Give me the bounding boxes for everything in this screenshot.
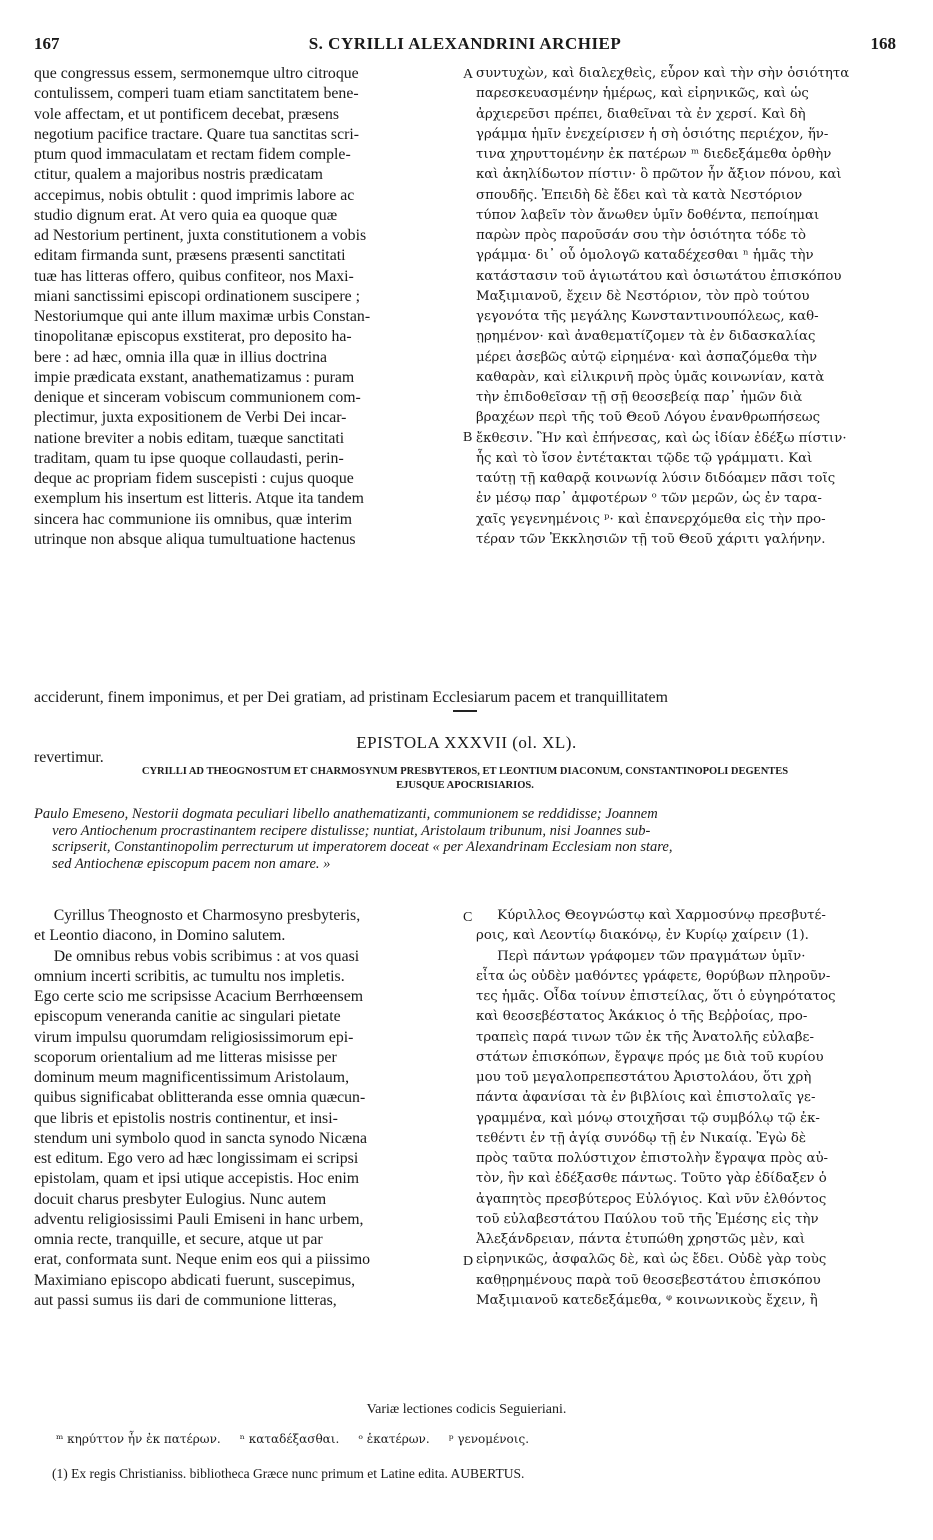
- greek-line: ἔκθεσιν. Ἣν καὶ ἐπήνεσας, καὶ ὡς ἰδίαν ἐδέξω πίστιν·: [476, 430, 847, 446]
- greek-line: παρὼν πρὸς παροῦσάν σου τὴν ὁσιότητα τόδε τὸ: [476, 228, 806, 243]
- greek-line: συντυχὼν, καὶ διαλεχθεὶς, εὗρον καὶ τὴν σὴν ὁσιότητα: [476, 66, 850, 81]
- greek-line: ῃρημένον· καὶ ἀναθεματίζομεν τὰ ἐν διδασκαλίας: [476, 329, 816, 345]
- greek-line: τέραν τῶν Ἐκκλησιῶν τῇ τοῦ Θεοῦ χάριτι γαλήνην.: [476, 531, 826, 547]
- epistle-title: EPISTOLA XXXVII (ol. XL).: [356, 733, 577, 752]
- footnote: (1) Ex regis Christianiss. bibliotheca Græce nunc primum et Latine edita. AUBERTUS.: [52, 1466, 525, 1481]
- subtitle-line: EJUSQUE APOCRISIARIOS.: [396, 780, 534, 791]
- greek-line: σπουδῆς. Ἐπειδὴ δὲ ἔδει καὶ τὰ κατὰ Νεστόριον: [476, 187, 803, 203]
- latin-line: docuit charus presbyter Eulogius. Nunc autem: [34, 1190, 327, 1208]
- latin-line: Cyrillus Theognosto et Charmosyno presbyteris,: [34, 907, 361, 924]
- summary-line: vero Antiochenum procrastinantem recipere distulisse; nuntiat, Aristolaum tribunum, nisi Joannes sub-: [34, 822, 651, 839]
- latin-line: scoporum orientalium ad me litteras misisse per: [34, 1048, 337, 1066]
- latin-line: Maximiano episcopo abdicati fuerunt, suscepimus,: [34, 1271, 356, 1289]
- latin-line: deque ac propriam fidem suscepisti : cujus quoque: [34, 470, 354, 487]
- greek-line: γράμμα ἡμῖν ἐνεχείρισεν ἡ σὴ ὁσιότης περιέχον, ἥν-: [476, 126, 829, 142]
- greek-line: μέρει ἀσεβῶς αὐτῷ εἰρημένα· καὶ ἀσπαζόμεθα τὴν: [476, 349, 818, 365]
- latin-line: est editum. Ego vero ad hæc longissimam ei scripsi: [34, 1150, 359, 1167]
- greek-line: τραπεὶς παρά τινων τῶν ἐκ τῆς Ἀνατολῆς εὐλαβε-: [476, 1029, 814, 1045]
- greek-line: Περὶ πάντων γράφομεν τῶν πραγμάτων ὑμῖν·: [476, 948, 806, 964]
- latin-line: que libris et epistolis nostris continentur, et insi-: [34, 1109, 338, 1127]
- closing-line: acciderunt, finem imponimus, et per Dei gratiam, ad pristinam Ecclesiarum pacem et tranquillitatem: [34, 689, 668, 706]
- latin-line: episcopum veneranda canitie ac singulari pietate: [34, 1008, 341, 1026]
- latin-line: tinopolitanæ episcopus exstiterat, pro deposito ha-: [34, 328, 352, 346]
- latin-line: contulissem, comperi tuam etiam sanctitatem bene-: [34, 85, 359, 103]
- summary-line: Paulo Emeseno, Nestorii dogmata peculiari libello anathematizanti, communionem se reddidisse; Joannem: [34, 806, 658, 822]
- greek-line: ροις, καὶ Λεοντίῳ διακόνῳ, ἐν Κυρίῳ χαίρειν (1).: [476, 928, 809, 944]
- page-header: [34, 34, 896, 60]
- greek-line: πάντα ἀφανίσαι τὰ ἐν βιβλίοις καὶ ἐπιστολαῖς γε-: [476, 1090, 816, 1106]
- greek-line: εἰρηνικῶς, ἀσφαλῶς δὲ, καὶ ὡς ἔδει. Οὐδὲ γὰρ τοὺς: [476, 1252, 827, 1268]
- margin-letter-b: B: [463, 430, 473, 445]
- section-divider: [453, 710, 477, 712]
- greek-line: βραχέων περὶ τῆς τοῦ Θεοῦ Λόγου ἐνανθρωπήσεως: [476, 410, 821, 426]
- latin-line: plectimur, juxta expositionem de Verbi Dei incar-: [34, 409, 347, 427]
- greek-line: ἧς καὶ τὸ ἴσον ἐντέτακται τῷδε τῷ γράμματι. Καὶ: [476, 450, 813, 466]
- greek-line: ἀγαπητὸς πρεσβύτερος Εὐλόγιος. Καὶ νῦν ἐλθόντος: [476, 1191, 827, 1207]
- greek-line: καθῃρημένους παρὰ τοῦ θεοσεβεστάτου ἐπισκόπου: [476, 1272, 821, 1288]
- greek-line: χαῖς γεγενημένοις ᵖ· καὶ ἐπανερχόμεθα εἰς τὴν προ-: [476, 511, 826, 527]
- summary-line: scripserit, Constantinopolim perrecturum ut imperatorem doceat « per Alexandrinam Ecclesiam non stare,: [34, 839, 673, 855]
- latin-line: tuæ has litteras offero, quibus confiteor, nos Maxi-: [34, 267, 354, 285]
- greek-line: τες ἡμᾶς. Οἶδα τοίνυν ἐπιστείλας, ὅτι ὁ εὐγηρότατος: [476, 989, 836, 1004]
- greek-column-bottom: [476, 906, 904, 1311]
- epistle-summary: [34, 806, 904, 872]
- greek-line: τὴν ἐπιδοθεῖσαν τῇ σῇ θεοσεβείᾳ παρ᾽ ἡμῶν διὰ: [476, 390, 803, 405]
- greek-line: Μαξιμιανοῦ κατεδεξάμεθα, ᵠ κοινωνικοὺς ἔχειν, ἢ: [476, 1292, 818, 1308]
- latin-line: ad Nestorium pertinent, juxta constitutionem a vobis: [34, 227, 367, 244]
- greek-line: τὸν, ἣν καὶ ἐδέξασθε πάντως. Τοῦτο γὰρ ἐδίδαξεν ὁ: [476, 1171, 827, 1187]
- latin-line: bere : ad hæc, omnia illa quæ in illius doctrina: [34, 348, 328, 366]
- latin-column-top: [34, 64, 464, 550]
- page-number-left: 167: [34, 34, 60, 53]
- latin-line: impie prædicata exstant, anathematizamus : puram: [34, 368, 355, 386]
- greek-line: πρὸς ταῦτα πολύστιχον ἐπιστολὴν ἔγραψα πρὸς αὐ-: [476, 1151, 829, 1166]
- greek-line: εἶτα ὡς οὐδὲν μαθόντες γράφετε, θορύβων πληροῦν-: [476, 968, 831, 984]
- greek-line: καὶ θεοσεβέστατος Ἀκάκιος ὁ τῆς Βεῤῥοίας, προ-: [476, 1009, 808, 1025]
- greek-column-top: [476, 64, 904, 550]
- greek-line: γραμμένα, καὶ μόνῳ στοιχῆσαι τῷ συμβόλῳ τῷ ἐκ-: [476, 1110, 820, 1126]
- summary-line: sed Antiochenæ episcopum pacem non amare. »: [34, 855, 331, 872]
- greek-line: τινα χηρυττομένην ἐκ πατέρων ᵐ διεδεξάμεθα ὀρθὴν: [476, 147, 832, 162]
- latin-line: adventu religiosissimi Pauli Emiseni in hanc urbem,: [34, 1210, 364, 1228]
- greek-line: παρεσκευασμένην ἡμέρως, καὶ εἰρηνικῶς, καὶ ὡς: [476, 86, 809, 102]
- latin-line: erat, conformata sunt. Neque enim eos qui a piissimo: [34, 1251, 371, 1269]
- greek-line: μου τοῦ μεγαλοπρεπεστάτου Ἀριστολάου, ὅτι χρὴ: [476, 1070, 812, 1085]
- latin-line: sincera hac communione iis omnibus, quæ interim: [34, 510, 353, 528]
- greek-line: καὶ ἀκηλίδωτον πίστιν· ὃ πρῶτον ἦν ἄξιον πόνου, καὶ: [476, 167, 842, 183]
- latin-line: miani sanctissimi episcopi ordinationem suscipere ;: [34, 287, 360, 305]
- latin-line: denique et sinceram vobiscum communionem com-: [34, 389, 361, 406]
- greek-line: γεγονότα τῆς μεγάλης Κωνσταντινουπόλεως, καθ-: [476, 309, 819, 324]
- greek-line: τεθέντι ἐν τῇ ἁγίᾳ συνόδῳ τῇ ἐν Νικαίᾳ. Ἐγὼ δὲ: [476, 1130, 806, 1146]
- greek-line: κατάστασιν τοῦ ἁγιωτάτου καὶ ὁσιωτάτου ἐπισκόπου: [476, 268, 842, 284]
- variae-lectiones-title: Variæ lectiones codicis Seguieriani.: [366, 1402, 567, 1417]
- latin-line: utrinque non absque aliqua tumultuatione hactenus: [34, 530, 356, 548]
- epistle-subtitle: [34, 765, 896, 793]
- greek-line: τοῦ εὐλαβεστάτου Παύλου τοῦ τῆς Ἐμέσης εἰς τὴν: [476, 1211, 819, 1227]
- latin-line: Ego certe scio me scripsisse Acacium Berrhœensem: [34, 988, 363, 1005]
- latin-line: De omnibus rebus vobis scribimus : at vos quasi: [34, 947, 360, 965]
- greek-line: ἐν μέσῳ παρ᾽ ἀμφοτέρων ᵒ τῶν μερῶν, ὡς ἐν ταρα-: [476, 491, 822, 507]
- latin-line: omnia recte, tranquille, et secure, atque ut par: [34, 1231, 323, 1248]
- latin-line: vole affectam, et ut pontificem decebat, præsens: [34, 105, 340, 123]
- latin-line: negotium pacifice tractare. Quare tua sanctitas scri-: [34, 125, 359, 143]
- latin-line: virum impulsu quorumdam religiosissimorum epi-: [34, 1028, 354, 1046]
- greek-line: Κύριλλος Θεογνώστῳ καὶ Χαρμοσύνῳ πρεσβυτέ-: [476, 908, 826, 923]
- latin-line: accepimus, nobis obtulit : quod imprimis labore ac: [34, 186, 355, 204]
- closing-line: revertimur.: [34, 749, 104, 767]
- latin-line: et Leontio diacono, in Domino salutem.: [34, 927, 286, 945]
- latin-line: natione breviter a nobis editam, tuæque sanctitati: [34, 429, 345, 447]
- greek-line: καθαρὰν, καὶ εἰλικρινῆ πρὸς ὑμᾶς κοινωνίαν, κατὰ: [476, 369, 825, 385]
- variae-lectiones: ᵐ κηρύττον ἦν ἐκ πατέρων. ⁿ καταδέξασθαι. ᵒ ἑκατέρων. ᵖ γενομένοις.: [56, 1432, 530, 1446]
- latin-line: editam firmanda sunt, præsens præsenti sanctitati: [34, 247, 346, 265]
- latin-column-bottom: [34, 906, 464, 1311]
- latin-line: ptum quod immaculatam et rectam fidem comple-: [34, 146, 351, 163]
- latin-line: stendum uni symbolo quod in sancta synodo Nicæna: [34, 1129, 368, 1147]
- latin-line: studio dignum erat. At vero quia ea quoque quæ: [34, 206, 338, 224]
- latin-line: omnium incerti scribitis, ac tumultu nos impletis.: [34, 967, 345, 985]
- latin-line: dominum meum magnificentissimum Aristolaum,: [34, 1069, 350, 1086]
- greek-line: τύπον λαβεῖν τὸν ἄνωθεν ὑμῖν δοθέντα, πεποίημαι: [476, 207, 820, 223]
- greek-line: ἀρχιερεῦσι πρέπει, διαθεῖναι τὰ ἐν χερσί. Καὶ δὴ: [476, 106, 806, 122]
- latin-line: exemplum his insertum est litteris. Atque ita tandem: [34, 490, 364, 508]
- margin-letter-c: C: [463, 910, 473, 925]
- greek-line: γράμμα· δι᾽ οὗ ὁμολογῶ καταδέχεσθαι ⁿ ἡμᾶς τὴν: [476, 248, 814, 264]
- latin-line: aut passi sumus iis dari de communione litteras,: [34, 1291, 337, 1309]
- greek-line: Μαξιμιανοῦ, ἔχειν δὲ Νεστόριον, τὸν πρὸ τούτου: [476, 288, 810, 304]
- latin-line: epistolam, quam et ipsi utique accepistis. Hoc enim: [34, 1170, 360, 1188]
- greek-line: στάτων ἐπισκόπων, ἔγραψε πρός με διὰ τοῦ κυρίου: [476, 1049, 824, 1065]
- latin-line: ctitur, qualem a majoribus nostris prædicatam: [34, 166, 323, 184]
- subtitle-line: CYRILLI AD THEOGNOSTUM ET CHARMOSYNUM PRESBYTEROS, ET LEONTIUM DIACONUM, CONSTANTINOPOLI DEGENTES: [141, 766, 789, 777]
- margin-letter-a: A: [463, 67, 474, 82]
- running-title: S. CYRILLI ALEXANDRINI ARCHIEP: [308, 34, 622, 53]
- page-number-right: 168: [870, 34, 896, 53]
- latin-line: quibus significabat oblitteranda esse omnia quæcun-: [34, 1089, 366, 1107]
- greek-line: Ἀλεξάνδρειαν, πάντα ἐτυπώθη χρηστῶς μὲν, καὶ: [476, 1232, 806, 1247]
- latin-line: que congressus essem, sermonemque ultro citroque: [34, 65, 359, 82]
- latin-line: traditam, quam tu ipse quoque collaudasti, perin-: [34, 449, 344, 467]
- margin-letter-d: D: [463, 1254, 474, 1269]
- latin-line: Nestoriumque qui ante illum maximæ urbis Constan-: [34, 308, 371, 325]
- greek-line: ταύτῃ τῇ καθαρᾷ κοινωνίᾳ λύσιν διδόαμεν πᾶσι τοῖς: [476, 471, 836, 486]
